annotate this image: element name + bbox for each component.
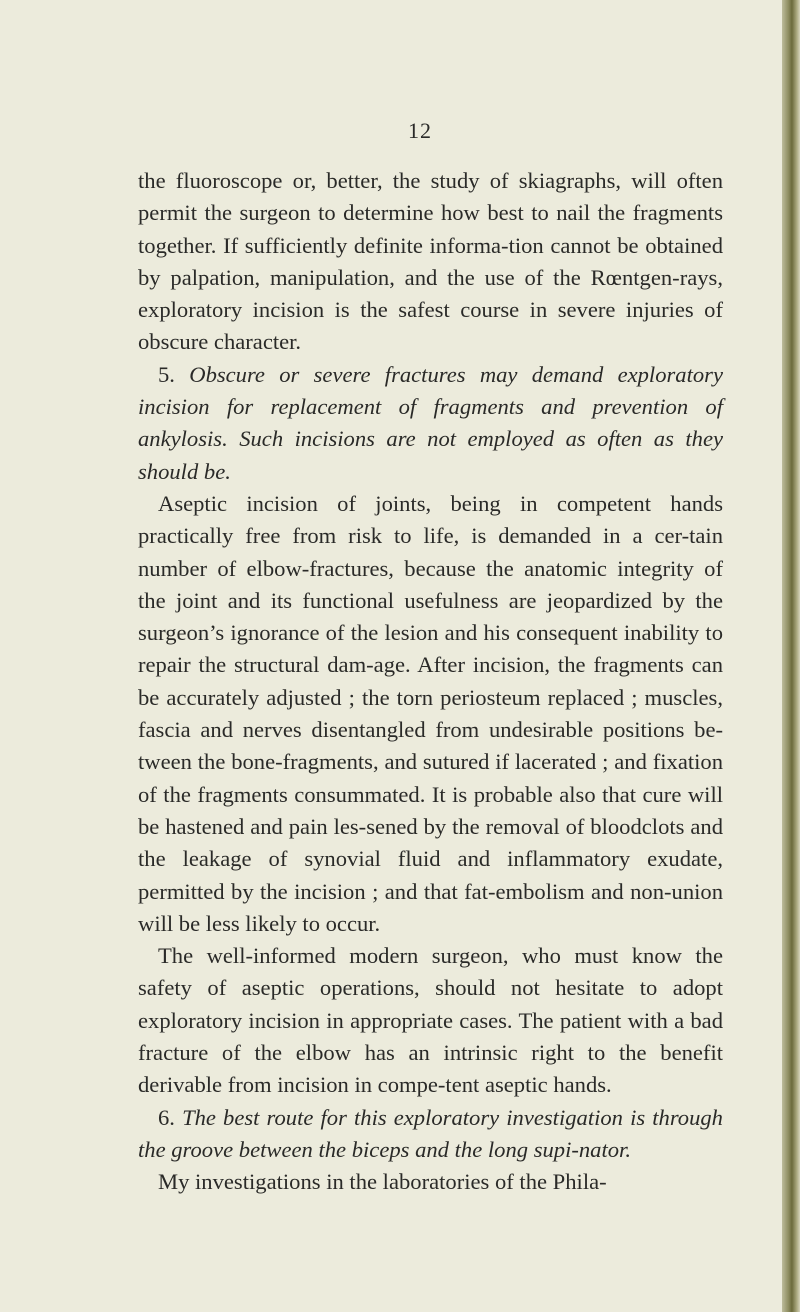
page-edge-shadow: [782, 0, 800, 1312]
rule-text-6: The best route for this exploratory investigation is through the groove between the biceps and the long supi-nator.: [138, 1104, 723, 1162]
rule-text-5: Obscure or severe fractures may demand exploratory incision for replacement of fragments and prevention of ankylosis. Such incisions are not employed as often as they should be.: [138, 361, 723, 484]
paragraph-investigations: My investigations in the laboratories of the Phila-: [158, 1169, 607, 1195]
paragraph-aseptic-incision: Aseptic incision of joints, being in competent hands practically free from risk to life, is demanded in a cer-tain number of elbow-fractures, because the anatomic integrity of the joint and its functional usefulness are jeopardized by the surgeon’s ignorance of the lesion and his consequent inability to repair the structural dam-age. After incision, the fragments can be accurately adjusted ; the torn periosteum replaced ; muscles, fascia and nerves disentangled from undesirable positions be-tween the bone-fragments, and sutured if lacerated ; and fixation of the fragments consummated. It is probable also that cure will be hastened and pain les-sened by the removal of bloodclots and the leakage of synovial fluid and inflammatory exudate, permitted by the incision ; and that fat-embolism and non-union will be less likely to occur.: [138, 490, 723, 936]
body-text: [138, 165, 723, 1199]
page-number: 12: [408, 118, 432, 143]
rule-number-5: 5.: [158, 361, 175, 387]
rule-paragraph-5: [138, 359, 723, 488]
rule-number-6: 6.: [158, 1104, 175, 1130]
rule-paragraph-6: [138, 1102, 723, 1167]
paragraph-modern-surgeon: The well-informed modern surgeon, who must know the safety of aseptic operations, should not hesitate to adopt exploratory incision in appropriate cases. The patient with a bad fracture of the elbow has an intrinsic right to the benefit derivable from incision in compe-tent aseptic hands.: [138, 943, 723, 1098]
paragraph-continuation: the fluoroscope or, better, the study of skiagraphs, will often permit the surgeon to determine how best to nail the fragments together. If sufficiently definite informa-tion cannot be obtained by palpation, manipulation, and the use of the Rœntgen-rays, exploratory incision is the safest course in severe injuries of obscure character.: [138, 168, 723, 355]
